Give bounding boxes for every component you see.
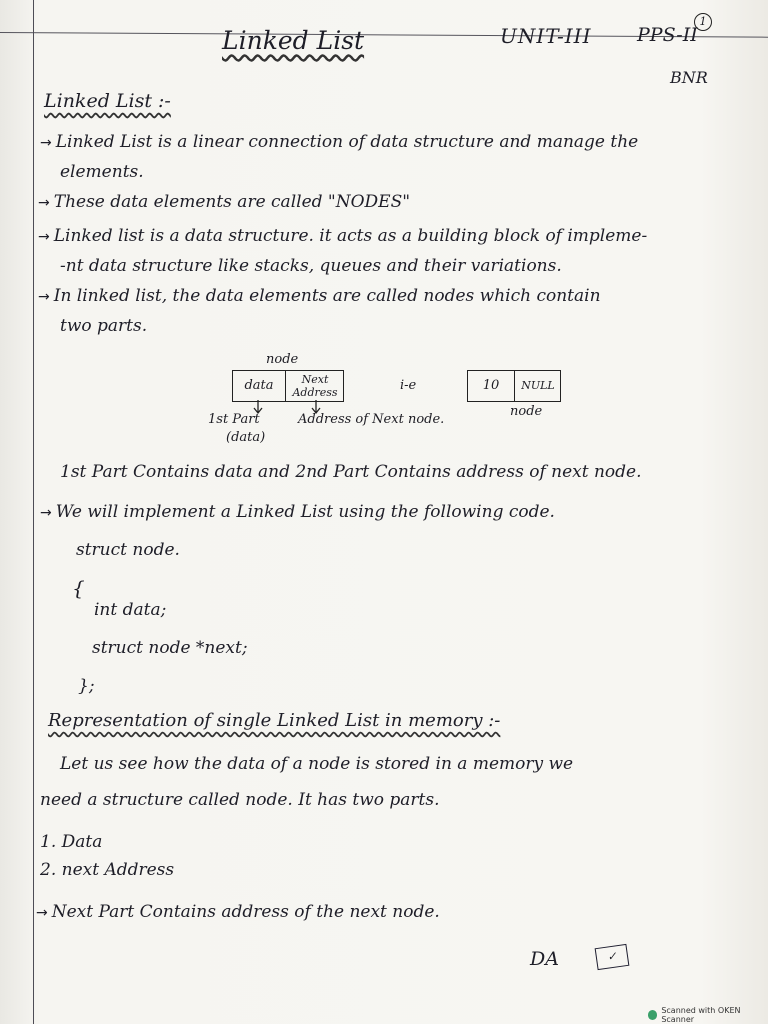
- point-line-6: → In linked list, the data elements are called nodes which contain: [38, 286, 601, 306]
- next-part-note: → Next Part Contains address of the next node.: [36, 902, 440, 922]
- author-initials: BNR: [670, 68, 708, 87]
- ie-label: i-e: [400, 378, 417, 393]
- code-line-1: struct node.: [76, 540, 180, 560]
- stamp-mark: ✓: [595, 944, 630, 970]
- arrow-icon: →: [40, 135, 52, 151]
- arrow-icon: →: [36, 905, 48, 921]
- code-line-5: };: [78, 676, 95, 696]
- margin-line: [33, 0, 34, 1024]
- scanner-logo-icon: [648, 1010, 657, 1020]
- representation-para-1: Let us see how the data of a node is stored in a memory we: [60, 754, 574, 774]
- list-item-next-address: 2. next Address: [40, 860, 175, 880]
- scanner-watermark: Scanned with OKEN Scanner: [648, 1006, 768, 1024]
- arrow-icon: →: [40, 505, 52, 521]
- page-title: Linked List: [222, 26, 365, 55]
- point-line-3: → These data elements are called "NODES": [38, 192, 411, 212]
- code-line-3: int data;: [94, 600, 167, 620]
- example-node-label: node: [510, 404, 543, 419]
- page-number: 1: [694, 13, 712, 31]
- signature: DA: [530, 948, 559, 970]
- cell-divider: [514, 371, 515, 401]
- cell-divider: [285, 371, 286, 401]
- arrow-icon: →: [38, 195, 50, 211]
- arrow-icon: →: [38, 289, 50, 305]
- code-line-4: struct node *next;: [92, 638, 248, 658]
- point-line-7: two parts.: [60, 316, 148, 336]
- example-node-box: [467, 370, 561, 402]
- data-cell: data: [244, 378, 274, 393]
- point-line-1: → Linked List is a linear connection of data structure and manage the: [40, 132, 639, 152]
- node-label: node: [266, 352, 299, 367]
- point-line-2: elements.: [60, 162, 144, 182]
- point-line-5: -nt data structure like stacks, queues and their variations.: [60, 256, 562, 276]
- implementation-line: → We will implement a Linked List using the following code.: [40, 502, 555, 522]
- next-address-cell: Next Address: [292, 373, 338, 399]
- parts-explanation: 1st Part Contains data and 2nd Part Contains address of next node.: [60, 462, 642, 482]
- pointer-arrows: [240, 398, 340, 418]
- id-cell: 10: [482, 378, 500, 393]
- list-item-data: 1. Data: [40, 832, 103, 852]
- unit-label: UNIT-III: [500, 24, 592, 48]
- first-part-sub-label: (data): [226, 430, 266, 445]
- representation-para-2: need a structure called node. It has two parts.: [40, 790, 440, 810]
- arrow-icon: →: [38, 229, 50, 245]
- point-line-4: → Linked list is a data structure. it acts as a building block of impleme-: [38, 226, 648, 246]
- section-heading-linked-list: Linked List :-: [44, 90, 171, 112]
- section-heading-representation: Representation of single Linked List in memory :-: [48, 710, 501, 731]
- first-part-label: 1st Part: [208, 412, 260, 427]
- null-cell: NULL: [521, 379, 555, 392]
- address-label: Address of Next node.: [298, 412, 445, 427]
- code-line-2: {: [72, 576, 85, 600]
- subject-label: PPS-II: [637, 24, 698, 46]
